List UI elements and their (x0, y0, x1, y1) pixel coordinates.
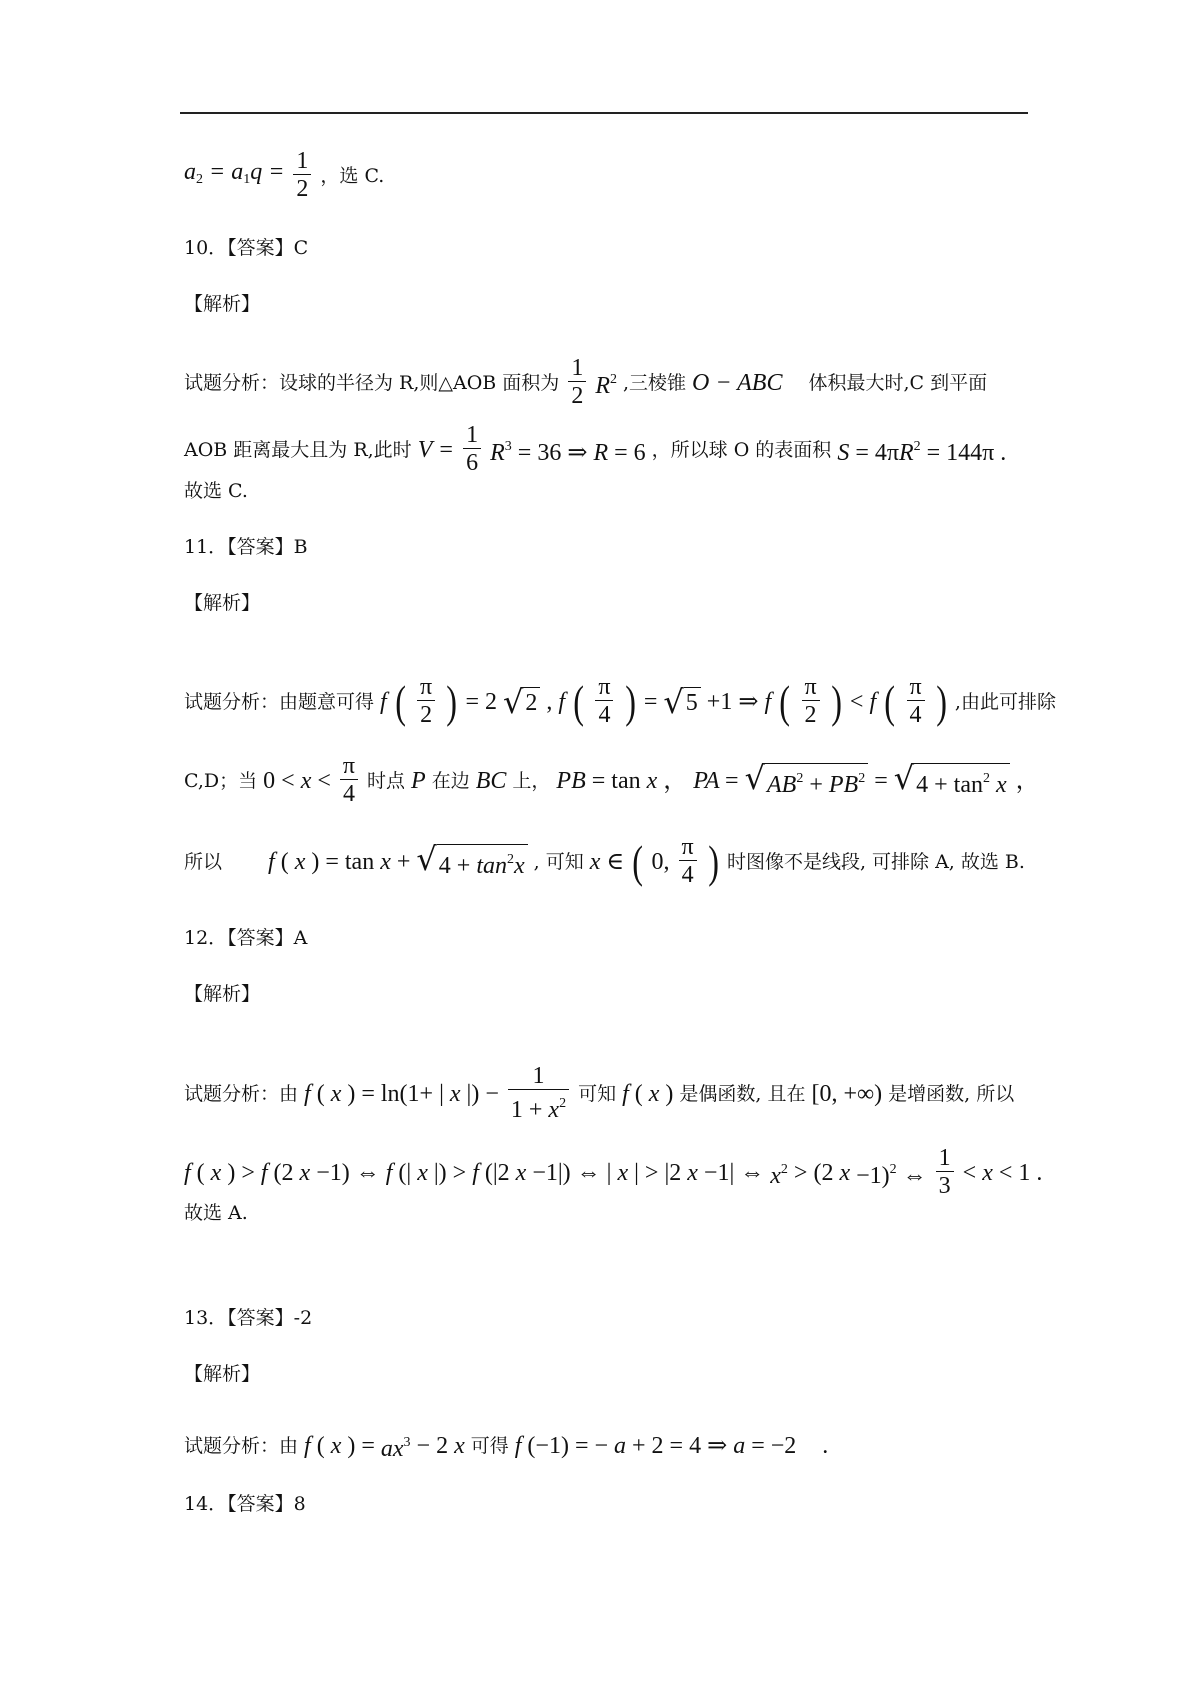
text: ，所以球 O 的表面积 (651, 438, 832, 461)
analysis-label-13: 【解析】 (184, 1363, 261, 1385)
text: ,三棱锥 (622, 371, 687, 394)
analysis-10-line-3: 故选 C. (184, 480, 248, 502)
text: , 可知 (533, 850, 584, 873)
analysis-label-12: 【解析】 (184, 983, 261, 1005)
analysis-label-10: 【解析】 (184, 293, 261, 315)
analysis-12-line-1: 试题分析：由 f ( x ) = ln(1+ | x |) − $\frac{1}{1 + x^2}$ 可知 f ( x ) 是偶函数, 且在 [0, +∞) 是增函数, 所以 (184, 1063, 1015, 1123)
analysis-11-line-2: C,D；当 0 < x < $\frac{\pi}{4}$ 时点 P 在边 BC 上， PB = tan x ， PA = √ $AB^2 + PB^2$ = √ $4 + \tan^2 x$ ， (184, 753, 1040, 807)
text: 可得 (470, 1435, 509, 1457)
text: 可知 (578, 1082, 617, 1105)
analysis-11-line-3: 所以 f ( x ) = tan x + √ $4 + \tan^2x$ , 可知 x ∈ ( 0, $\frac{\pi}{4}$ ) 时图像不是线段, 可排除 A, 故选 B. (184, 834, 1025, 888)
text: C,D；当 (184, 769, 258, 792)
analysis-12-line-3: 故选 A. (184, 1202, 248, 1224)
text: 试题分析：由题意可得 (184, 690, 375, 713)
answer-10: 10．【答案】C (184, 237, 309, 259)
text: 上， (512, 769, 551, 792)
text: 是增函数, 所以 (888, 1082, 1015, 1105)
analysis-10-line-1: 试题分析：设球的半径为 R,则△AOB 面积为 $\frac{1}{2}$ $R^2$ ,三棱锥 O − ABC 体积最大时,C 到平面 (184, 355, 988, 409)
text: 体积最大时,C 到平面 (808, 371, 988, 394)
analysis-11-line-1: 试题分析：由题意可得 f ( $\frac{\pi}{2}$ ) = 2 √ 2 , f ( $\frac{\pi}{4}$ ) = √ 5 +1 ⇒ f ( $\frac{\pi}{2}$ ) < f ( $\frac{\pi}{4}$ ) ,由此可排除 (184, 674, 1056, 728)
text: 时图像不是线段, 可排除 A, 故选 B. (726, 850, 1025, 873)
analysis-10-line-2: AOB 距离最大且为 R,此时 V = $\frac{1}{6}$ $R^3 = 36$ ⇒ R = 6 ，所以球 O 的表面积 $S = 4\pi R^2 = 144\pi$ . (184, 422, 1007, 476)
text: 试题分析：设球的半径为 R,则△AOB 面积为 (184, 371, 560, 394)
answer-12: 12．【答案】A (184, 927, 308, 949)
answer-14: 14．【答案】8 (184, 1493, 306, 1515)
text: ,由此可排除 (954, 690, 1056, 713)
text: ，选 C. (320, 164, 385, 187)
analysis-13-line-1: 试题分析：由 f ( x ) = $ax^3$ − 2 x 可得 f (−1) = − a + 2 = 4 ⇒ a = −2 . (184, 1433, 829, 1462)
text: 是偶函数, 且在 (679, 1082, 806, 1105)
analysis-label-11: 【解析】 (184, 592, 261, 614)
answer-11: 11．【答案】B (184, 536, 308, 558)
answer-13: 13．【答案】-2 (184, 1307, 313, 1329)
analysis-12-line-2: f ( x ) > f (2 x −1) ⇔ f (| x |) > f (|2 x −1|) ⇔ | x | > |2 x −1| ⇔ $x^2$ > (2 x −1)$^2$ ⇔ $\frac{1}{3}$ < x < 1 . (184, 1145, 1043, 1199)
text: 试题分析：由 (184, 1435, 299, 1457)
text: 所以 (184, 850, 223, 873)
formula-line-1: $a_2 = a_1q$ = $\frac{1}{2}$ ，选 C. (184, 148, 385, 202)
text: 时点 (367, 769, 406, 792)
text: AOB 距离最大且为 R,此时 (184, 438, 412, 461)
text: 试题分析：由 (184, 1082, 299, 1105)
header-rule (180, 112, 1028, 114)
text: 在边 (431, 769, 470, 792)
